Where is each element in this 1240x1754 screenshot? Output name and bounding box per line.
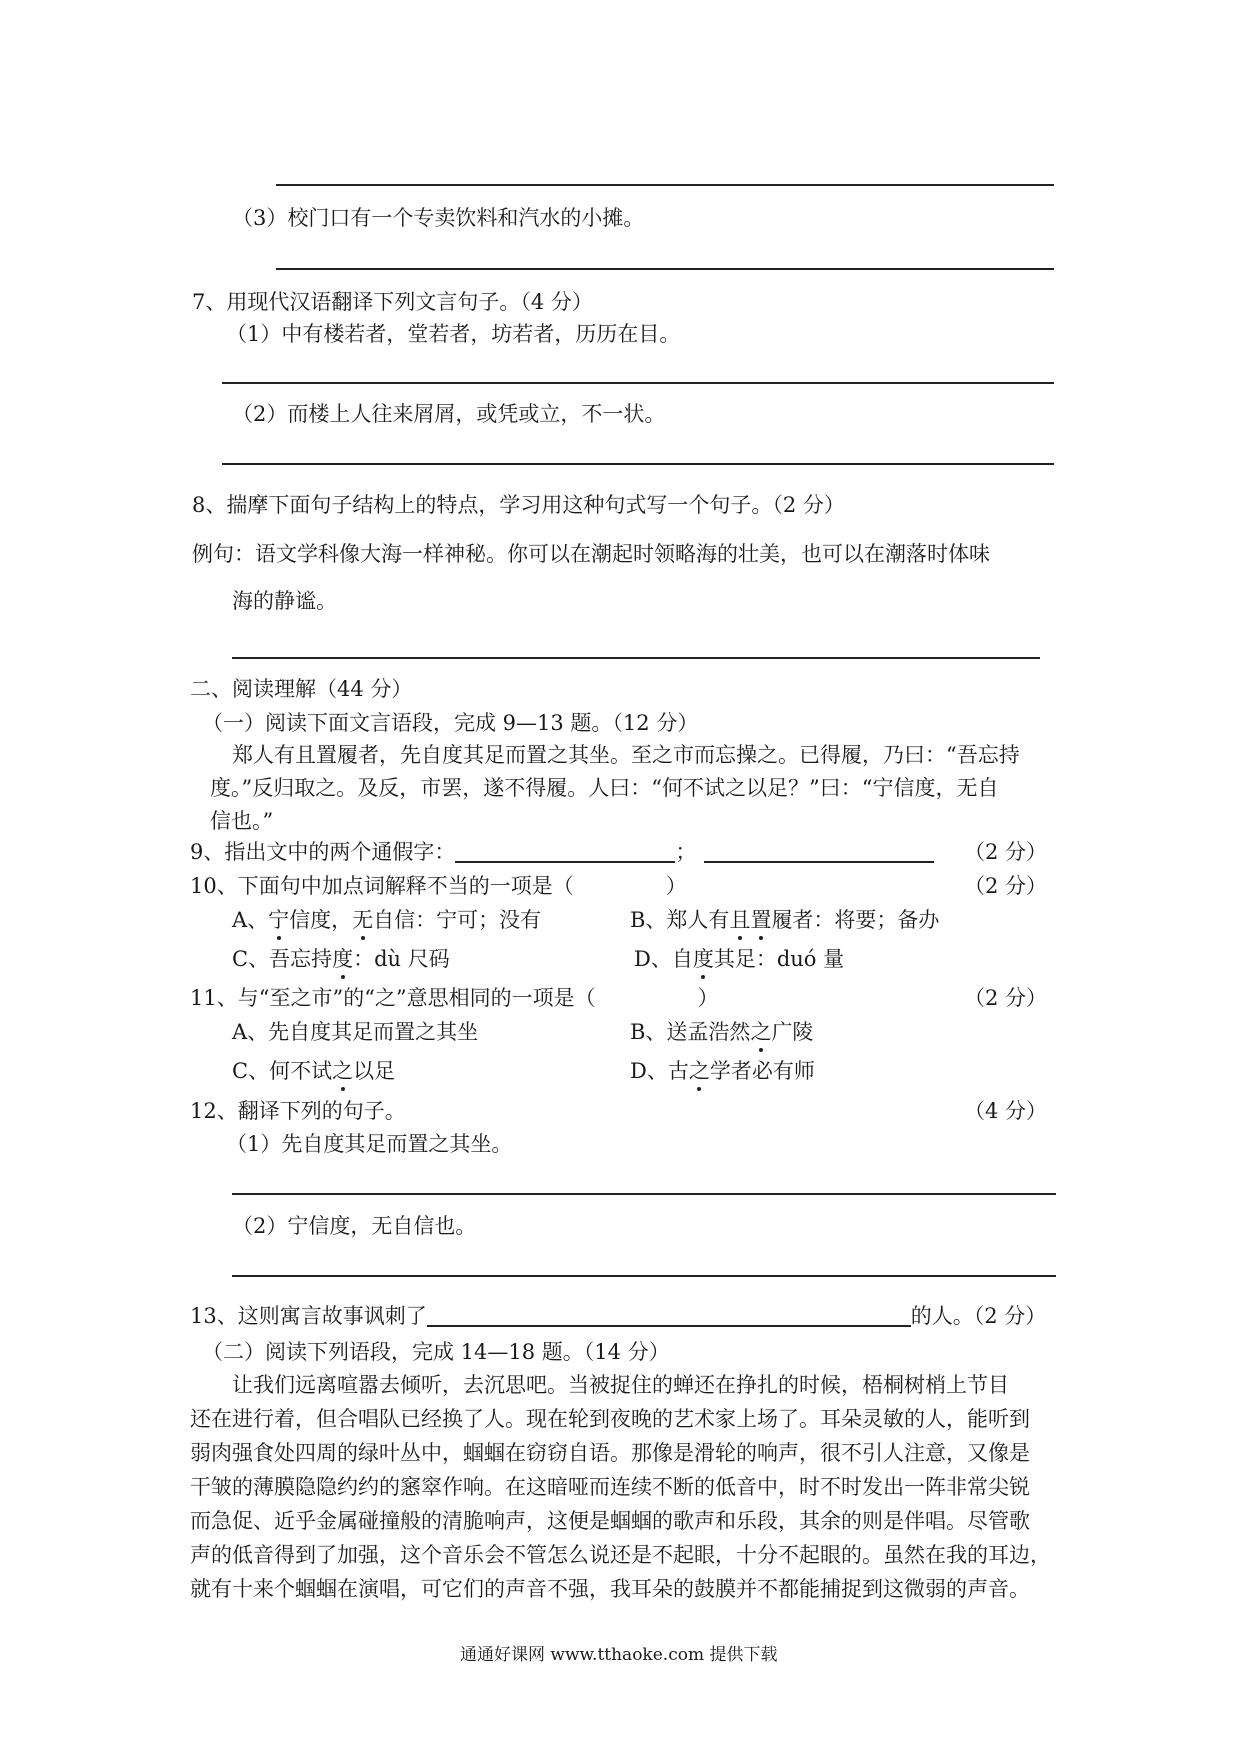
passage-line: 就有十来个蝈蝈在演唱，可它们的声音不强，我耳朵的鼓膜并不都能捕捉到这微弱的声音。 <box>190 1577 1030 1601</box>
dotted-char: 宁 <box>268 908 290 932</box>
answer-line <box>232 657 1040 659</box>
dotted-char: 之 <box>688 1059 710 1083</box>
answer-line <box>232 1275 1056 1277</box>
page-footer: 通通好课网 www.tthaoke.com 提供下载 <box>460 1645 778 1665</box>
q9-score: （2 分） <box>964 840 1048 864</box>
q9-separator: ； <box>675 840 697 864</box>
passage-line: 声的低音得到了加强，这个音乐会不管怎么说还是不起眼，十分不起眼的。虽然在我的耳边， <box>190 1543 1051 1567</box>
dotted-char: 之 <box>750 1020 772 1044</box>
passage-line: 还在进行着，但合唱队已经换了人。现在轮到夜晚的艺术家上场了。耳朵灵敏的人，能听到 <box>190 1407 1030 1431</box>
q9-stem <box>190 838 934 866</box>
passage-line: 信也。” <box>210 809 274 833</box>
q11-option-d: D、古之学者必有师 <box>630 1059 815 1083</box>
answer-line <box>222 463 1054 465</box>
q11-score: （2 分） <box>964 986 1048 1010</box>
q8-example-line1: 例句：语文学科像大海一样神秘。你可以在潮起时领略海的壮美，也可以在潮落时体味 <box>192 542 990 566</box>
dotted-char: 无 <box>352 908 374 932</box>
answer-line <box>276 268 1054 270</box>
q7-title: 7、用现代汉语翻译下列文言句子。（4 分） <box>192 290 593 314</box>
passage-line: 干皱的薄膜隐隐约约的窸窣作响。在这暗哑而连续不断的低音中，时不时发出一阵非常尖锐 <box>190 1475 1030 1499</box>
q10-score: （2 分） <box>964 874 1048 898</box>
q11-stem-suffix: ） <box>697 986 719 1010</box>
dotted-char: 置 <box>750 908 772 932</box>
q8-title: 8、揣摩下面句子结构上的特点，学习用这种句式写一个句子。（2 分） <box>192 493 845 517</box>
q10-stem-prefix: 10、下面句中加点词解释不当的一项是（ <box>190 874 574 898</box>
q10-option-c: C、吾忘持度：dù 尺码 <box>232 947 450 971</box>
q10-option-d: D、自度其足：duó 量 <box>634 947 845 971</box>
q6-item3: （3）校门口有一个专卖饮料和汽水的小摊。 <box>232 206 645 230</box>
dotted-char: 且 <box>729 908 751 932</box>
q13-blank[interactable] <box>427 1303 911 1327</box>
dotted-char: 之 <box>332 1059 354 1083</box>
q11-stem-prefix: 11、与“至之市”的“之”意思相同的一项是（ <box>190 986 596 1010</box>
dotted-char: 度 <box>692 947 714 971</box>
q12-score: （4 分） <box>964 1099 1048 1123</box>
q10-option-a: A、宁信度，无自信：宁可；没有 <box>232 908 542 932</box>
passage-line: 让我们远离喧嚣去倾听，去沉思吧。当被捉住的蝉还在挣扎的时候，梧桐树梢上节目 <box>232 1373 1009 1397</box>
q10-option-b: B、郑人有且置履者：将要；备办 <box>630 908 940 932</box>
passage-line: 度。”反归取之。及反，市罢，遂不得履。人曰：“何不试之以足？”曰：“宁信度，无自 <box>210 776 999 800</box>
q9-prefix: 9、指出文中的两个通假字： <box>190 840 456 864</box>
q7-item1: （1）中有楼若者，堂若者，坊若者，历历在目。 <box>226 322 681 346</box>
part1-title: （一）阅读下面文言语段，完成 9—13 题。（12 分） <box>202 711 699 735</box>
q11-option-a: A、先自度其足而置之其坐 <box>232 1020 479 1044</box>
q11-stem <box>190 984 719 1012</box>
section2-title: 二、阅读理解（44 分） <box>190 677 413 701</box>
q13-suffix: 的人。（2 分） <box>910 1304 1047 1328</box>
q11-option-b: B、送孟浩然之广陵 <box>630 1020 814 1044</box>
passage-line: 而急促、近乎金属碰撞般的清脆响声，这便是蝈蝈的歌声和乐段，其余的则是伴唱。尽管歌 <box>190 1509 1030 1533</box>
q13-stem <box>190 1302 1046 1330</box>
q7-item2: （2）而楼上人往来屑屑，或凭或立，不一状。 <box>232 402 666 426</box>
q12-item2: （2）宁信度，无自信也。 <box>232 1214 477 1238</box>
part2-title: （二）阅读下列语段，完成 14—18 题。（14 分） <box>202 1340 670 1364</box>
q10-stem <box>190 872 687 900</box>
q9-blank-2[interactable] <box>704 839 934 863</box>
answer-line <box>276 184 1054 186</box>
q13-prefix: 13、这则寓言故事讽刺了 <box>190 1304 427 1328</box>
q12-item1: （1）先自度其足而置之其坐。 <box>226 1132 513 1156</box>
passage-line: 郑人有且置履者，先自度其足而置之其坐。至之市而忘操之。已得履，乃曰：“吾忘持 <box>232 743 1020 767</box>
q9-blank-1[interactable] <box>455 839 675 863</box>
dotted-char: 度 <box>332 947 354 971</box>
q12-title: 12、翻译下列的句子。 <box>190 1099 406 1123</box>
answer-line <box>232 1193 1056 1195</box>
passage-line: 弱肉强食处四周的绿叶丛中，蝈蝈在窃窃自语。那像是滑轮的响声，很不引人注意，又像是 <box>190 1441 1030 1465</box>
q11-option-c: C、何不试之以足 <box>232 1059 396 1083</box>
answer-line <box>222 382 1054 384</box>
q10-stem-suffix: ） <box>665 874 687 898</box>
q8-example-line2: 海的静谧。 <box>232 589 337 613</box>
